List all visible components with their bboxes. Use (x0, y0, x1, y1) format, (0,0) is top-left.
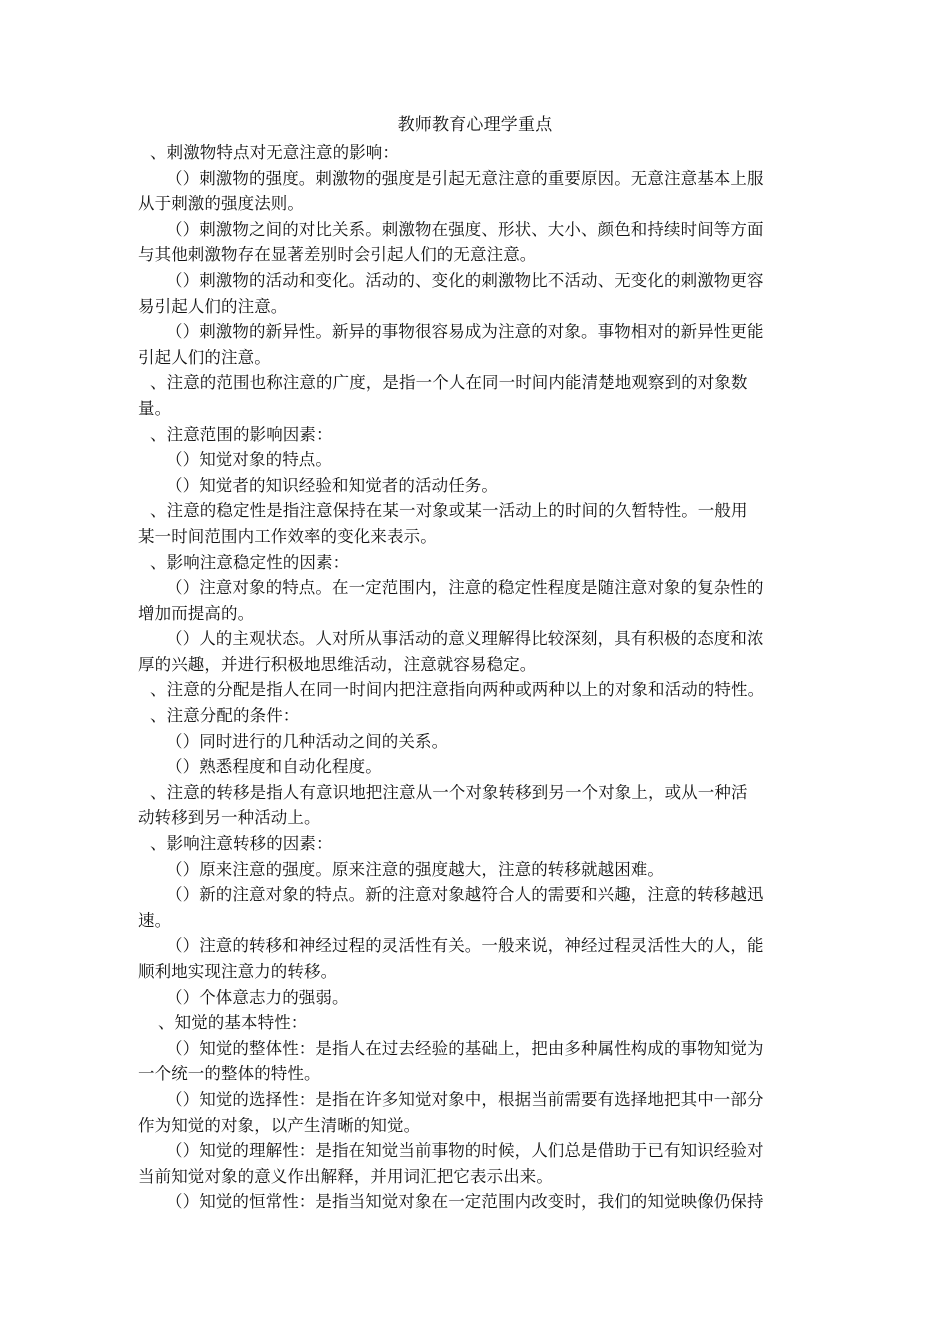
document-body (138, 140, 810, 1215)
page-title: 教师教育心理学重点 (397, 115, 553, 135)
list-item: （）注意的转移和神经过程的灵活性有关。一般来说，神经过程灵活性大的人，能 (166, 936, 764, 956)
text-line: 一个统一的整体的特性。 (138, 1064, 321, 1084)
section-heading: 、注意的稳定性是指注意保持在某一对象或某一活动上的时间的久暂特性。一般用 (150, 501, 748, 521)
section-heading: 、知觉的基本特性： (158, 1013, 308, 1033)
section-heading: 、刺激物特点对无意注意的影响： (150, 143, 399, 162)
section-heading: 、注意分配的条件： (150, 706, 300, 726)
list-item: （）原来注意的强度。原来注意的强度越大，注意的转移就越困难。 (166, 859, 664, 879)
list-item: （）刺激物的强度。刺激物的强度是引起无意注意的重要原因。无意注意基本上服 (166, 168, 764, 188)
text-line: 与其他刺激物存在显著差别时会引起人们的无意注意。 (138, 245, 537, 265)
text-line: 易引起人们的注意。 (138, 296, 288, 316)
text-line: 量。 (138, 398, 172, 418)
list-item: （）人的主观状态。人对所从事活动的意义理解得比较深刻，具有积极的态度和浓 (166, 629, 764, 649)
list-item: （）同时进行的几种活动之间的关系。 (166, 731, 449, 751)
text-line: 某一时间范围内工作效率的变化来表示。 (138, 526, 437, 546)
text-line: 从于刺激的强度法则。 (138, 194, 304, 214)
list-item: （）知觉的理解性：是指在知觉当前事物的时候，人们总是借助于已有知识经验对 (166, 1141, 764, 1161)
list-item: （）刺激物之间的对比关系。刺激物在强度、形状、大小、颜色和持续时间等方面 (166, 219, 764, 239)
text-line: 速。 (138, 910, 172, 930)
section-heading: 、注意的分配是指人在同一时间内把注意指向两种或两种以上的对象和活动的特性。 (150, 680, 765, 700)
section-heading: 、影响注意稳定性的因素： (150, 552, 350, 572)
list-item: （）注意对象的特点。在一定范围内，注意的稳定性程度是随注意对象的复杂性的 (166, 578, 764, 598)
list-item: （）知觉的恒常性：是指当知觉对象在一定范围内改变时，我们的知觉映像仍保持 (166, 1192, 764, 1212)
text-line: 动转移到另一种活动上。 (138, 808, 321, 828)
list-item: （）新的注意对象的特点。新的注意对象越符合人的需要和兴趣，注意的转移越迅 (166, 885, 764, 905)
text-line: 厚的兴趣，并进行积极地思维活动，注意就容易稳定。 (138, 654, 537, 674)
section-heading: 、影响注意转移的因素： (150, 834, 333, 854)
text-line: 顺利地实现注意力的转移。 (138, 962, 338, 981)
list-item: （）知觉的选择性：是指在许多知觉对象中，根据当前需要有选择地把其中一部分 (166, 1089, 764, 1109)
text-line: 作为知觉的对象，以产生清晰的知觉。 (138, 1115, 421, 1135)
list-item: （）熟悉程度和自动化程度。 (166, 757, 382, 777)
list-item: （）知觉者的知识经验和知觉者的活动任务。 (166, 475, 498, 495)
text-line: 增加而提高的。 (138, 603, 255, 623)
text-line: 引起人们的注意。 (138, 347, 271, 367)
section-heading: 、注意的转移是指人有意识地把注意从一个对象转移到另一个对象上，或从一种活 (150, 782, 748, 802)
list-item: （）个体意志力的强弱。 (166, 987, 349, 1007)
text-line: 当前知觉对象的意义作出解释，并用词汇把它表示出来。 (138, 1166, 553, 1186)
section-heading: 、注意范围的影响因素： (150, 424, 333, 444)
list-item: （）刺激物的活动和变化。活动的、变化的刺激物比不活动、无变化的刺激物更容 (166, 270, 764, 290)
list-item: （）知觉对象的特点。 (166, 450, 332, 470)
section-heading: 、注意的范围也称注意的广度，是指一个人在同一时间内能清楚地观察到的对象数 (150, 373, 748, 393)
list-item: （）知觉的整体性：是指人在过去经验的基础上，把由多种属性构成的事物知觉为 (166, 1038, 764, 1058)
list-item: （）刺激物的新异性。新异的事物很容易成为注意的对象。事物相对的新异性更能 (166, 322, 764, 342)
